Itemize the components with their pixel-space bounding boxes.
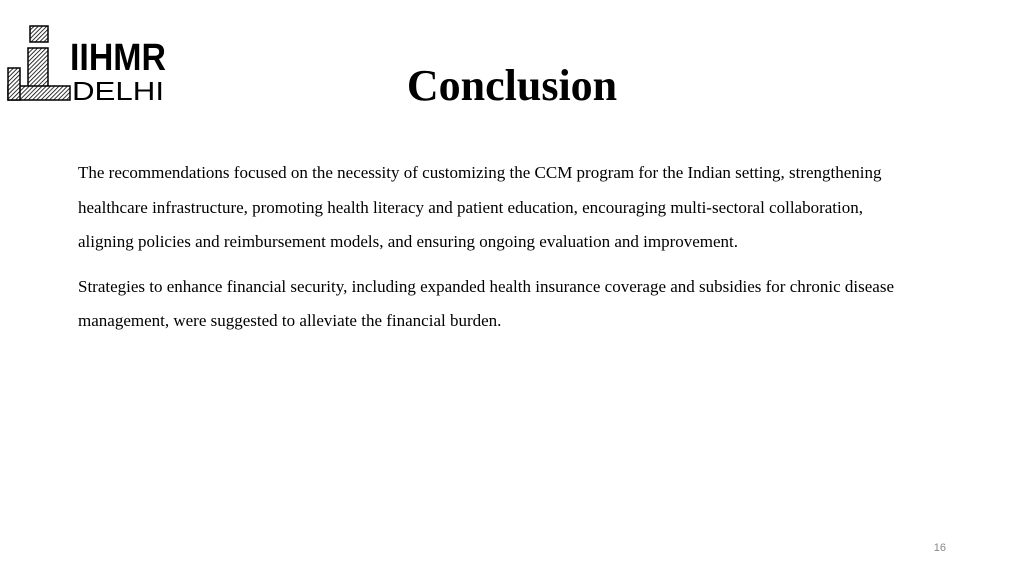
logo-text-iihmr: IIHMR [70, 37, 166, 79]
page-number: 16 [933, 542, 946, 554]
paragraph-strategies: Strategies to enhance financial security, including expanded health insurance coverage and subsidies for chronic disease management, were suggested to alleviate the financial burden. [78, 276, 895, 330]
paragraph-recommendations: The recommendations focused on the necessity of customizing the CCM program for the Indian setting, strengthening healthcare infrastructure, promoting health literacy and patient education, encouraging multi-sectoral collaboration, aligning policies and reimbursement models, and ensuring ongoing evaluation and improvement. [78, 163, 882, 251]
logo-text-delhi: DELHI [72, 76, 164, 104]
slide-body [78, 156, 918, 349]
slide-title: Conclusion [406, 61, 618, 110]
